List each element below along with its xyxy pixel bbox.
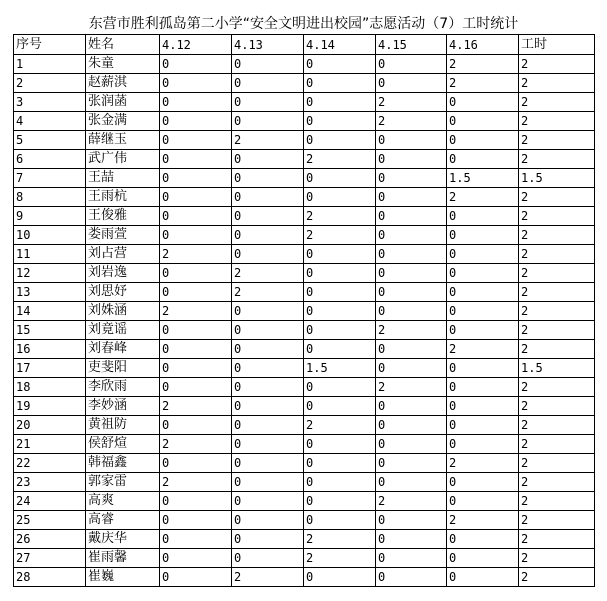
- cell-4-14: 2: [304, 150, 376, 169]
- cell-4-14: 0: [304, 340, 376, 359]
- cell-4-13: 0: [232, 207, 304, 226]
- table-row: [14, 74, 595, 93]
- cell-4-12: 0: [160, 226, 232, 245]
- table-row: [14, 511, 595, 530]
- cell-name: 赵薪淇: [86, 74, 160, 93]
- cell-4-14: 2: [304, 226, 376, 245]
- table-row: [14, 530, 595, 549]
- cell-4-13: 0: [232, 188, 304, 207]
- cell-name: 刘姝涵: [86, 302, 160, 321]
- cell-4-14: 0: [304, 511, 376, 530]
- cell-total-hours: 2: [519, 188, 595, 207]
- cell-4-14: 0: [304, 93, 376, 112]
- cell-4-14: 2: [304, 416, 376, 435]
- cell-index: 20: [14, 416, 86, 435]
- cell-4-15: 0: [376, 131, 447, 150]
- header-date-4-16: 4.16: [447, 35, 519, 55]
- table-row: [14, 131, 595, 150]
- cell-name: 张润菡: [86, 93, 160, 112]
- cell-total-hours: 2: [519, 74, 595, 93]
- cell-total-hours: 2: [519, 473, 595, 492]
- cell-index: 24: [14, 492, 86, 511]
- cell-total-hours: 2: [519, 302, 595, 321]
- cell-4-16: 2: [447, 511, 519, 530]
- cell-total-hours: 2: [519, 568, 595, 587]
- cell-4-12: 0: [160, 340, 232, 359]
- sheet-title: 东营市胜利孤岛第二小学“安全文明进出校园”志愿活动（7）工时统计: [88, 16, 519, 32]
- cell-4-13: 0: [232, 150, 304, 169]
- table-row: [14, 397, 595, 416]
- cell-4-13: 0: [232, 435, 304, 454]
- cell-4-16: 0: [447, 397, 519, 416]
- table-row: [14, 188, 595, 207]
- cell-4-13: 0: [232, 454, 304, 473]
- cell-total-hours: 1.5: [519, 169, 595, 188]
- cell-4-14: 0: [304, 473, 376, 492]
- cell-name: 崔雨馨: [86, 549, 160, 568]
- cell-4-12: 0: [160, 511, 232, 530]
- cell-4-14: 0: [304, 302, 376, 321]
- cell-4-15: 0: [376, 454, 447, 473]
- cell-4-12: 2: [160, 435, 232, 454]
- cell-4-12: 2: [160, 397, 232, 416]
- cell-index: 27: [14, 549, 86, 568]
- header-date-4-12: 4.12: [160, 35, 232, 55]
- cell-4-16: 0: [447, 530, 519, 549]
- cell-4-14: 0: [304, 378, 376, 397]
- cell-4-16: 0: [447, 359, 519, 378]
- table-row: [14, 169, 595, 188]
- cell-4-12: 0: [160, 74, 232, 93]
- cell-4-14: 0: [304, 397, 376, 416]
- cell-4-12: 0: [160, 283, 232, 302]
- cell-4-14: 0: [304, 55, 376, 74]
- table-row: [14, 416, 595, 435]
- cell-name: 张金满: [86, 112, 160, 131]
- cell-4-14: 0: [304, 188, 376, 207]
- cell-name: 武广伟: [86, 150, 160, 169]
- cell-4-15: 0: [376, 74, 447, 93]
- table-row: [14, 207, 595, 226]
- cell-4-12: 2: [160, 302, 232, 321]
- cell-4-15: 0: [376, 55, 447, 74]
- cell-total-hours: 2: [519, 454, 595, 473]
- cell-4-14: 2: [304, 207, 376, 226]
- cell-4-14: 0: [304, 435, 376, 454]
- cell-4-12: 0: [160, 207, 232, 226]
- cell-4-16: 0: [447, 283, 519, 302]
- cell-4-15: 0: [376, 397, 447, 416]
- cell-name: 薛继玉: [86, 131, 160, 150]
- cell-index: 15: [14, 321, 86, 340]
- cell-4-13: 0: [232, 112, 304, 131]
- cell-4-14: 0: [304, 492, 376, 511]
- cell-total-hours: 2: [519, 283, 595, 302]
- cell-name: 王喆: [86, 169, 160, 188]
- table-row: [14, 112, 595, 131]
- cell-4-15: 0: [376, 530, 447, 549]
- cell-total-hours: 2: [519, 549, 595, 568]
- cell-4-14: 0: [304, 454, 376, 473]
- cell-4-16: 0: [447, 93, 519, 112]
- cell-4-15: 2: [376, 378, 447, 397]
- cell-4-15: 0: [376, 511, 447, 530]
- table-row: [14, 492, 595, 511]
- cell-index: 16: [14, 340, 86, 359]
- cell-index: 14: [14, 302, 86, 321]
- cell-4-16: 0: [447, 473, 519, 492]
- cell-total-hours: 2: [519, 112, 595, 131]
- cell-4-13: 2: [232, 283, 304, 302]
- cell-4-13: 0: [232, 226, 304, 245]
- table-row: [14, 549, 595, 568]
- cell-4-13: 2: [232, 264, 304, 283]
- cell-4-15: 0: [376, 416, 447, 435]
- table-row: [14, 378, 595, 397]
- header-total-hours: 工时: [519, 35, 595, 55]
- cell-name: 郭家雷: [86, 473, 160, 492]
- cell-4-14: 0: [304, 264, 376, 283]
- cell-total-hours: 2: [519, 245, 595, 264]
- cell-total-hours: 2: [519, 530, 595, 549]
- cell-total-hours: 2: [519, 340, 595, 359]
- cell-4-16: 0: [447, 112, 519, 131]
- cell-4-13: 0: [232, 530, 304, 549]
- table-row: [14, 245, 595, 264]
- cell-total-hours: 2: [519, 150, 595, 169]
- cell-4-12: 0: [160, 454, 232, 473]
- cell-4-16: 0: [447, 549, 519, 568]
- cell-4-12: 0: [160, 530, 232, 549]
- table-row: [14, 93, 595, 112]
- cell-4-13: 0: [232, 321, 304, 340]
- table-row: [14, 454, 595, 473]
- cell-4-14: 0: [304, 568, 376, 587]
- cell-total-hours: 2: [519, 321, 595, 340]
- cell-4-16: 0: [447, 131, 519, 150]
- cell-index: 6: [14, 150, 86, 169]
- cell-4-13: 0: [232, 378, 304, 397]
- table-row: [14, 264, 595, 283]
- cell-name: 侯舒煊: [86, 435, 160, 454]
- cell-4-13: 0: [232, 492, 304, 511]
- cell-total-hours: 2: [519, 492, 595, 511]
- cell-4-12: 2: [160, 245, 232, 264]
- cell-total-hours: 2: [519, 435, 595, 454]
- cell-4-12: 0: [160, 188, 232, 207]
- cell-4-13: 0: [232, 511, 304, 530]
- cell-4-16: 2: [447, 74, 519, 93]
- table-row: [14, 150, 595, 169]
- cell-4-14: 0: [304, 321, 376, 340]
- cell-4-16: 0: [447, 416, 519, 435]
- cell-4-16: 1.5: [447, 169, 519, 188]
- cell-4-12: 2: [160, 473, 232, 492]
- cell-4-15: 2: [376, 321, 447, 340]
- cell-4-14: 2: [304, 549, 376, 568]
- cell-4-16: 2: [447, 340, 519, 359]
- cell-index: 1: [14, 55, 86, 74]
- cell-4-16: 2: [447, 454, 519, 473]
- header-date-4-14: 4.14: [304, 35, 376, 55]
- cell-name: 刘思妤: [86, 283, 160, 302]
- cell-4-15: 2: [376, 93, 447, 112]
- table-row: [14, 283, 595, 302]
- cell-4-13: 0: [232, 340, 304, 359]
- cell-index: 3: [14, 93, 86, 112]
- cell-name: 李欣雨: [86, 378, 160, 397]
- cell-index: 7: [14, 169, 86, 188]
- cell-total-hours: 1.5: [519, 359, 595, 378]
- cell-4-13: 2: [232, 568, 304, 587]
- cell-4-15: 0: [376, 169, 447, 188]
- cell-4-15: 0: [376, 549, 447, 568]
- cell-index: 10: [14, 226, 86, 245]
- cell-index: 8: [14, 188, 86, 207]
- cell-name: 刘占营: [86, 245, 160, 264]
- cell-4-12: 0: [160, 150, 232, 169]
- cell-4-12: 0: [160, 359, 232, 378]
- table-row: [14, 473, 595, 492]
- cell-4-12: 0: [160, 549, 232, 568]
- cell-4-12: 0: [160, 492, 232, 511]
- table-row: [14, 340, 595, 359]
- cell-4-15: 0: [376, 340, 447, 359]
- cell-total-hours: 2: [519, 226, 595, 245]
- cell-4-12: 0: [160, 378, 232, 397]
- cell-4-16: 0: [447, 492, 519, 511]
- cell-4-16: 0: [447, 207, 519, 226]
- cell-4-12: 0: [160, 264, 232, 283]
- table-row: [14, 226, 595, 245]
- cell-4-15: 0: [376, 359, 447, 378]
- cell-index: 9: [14, 207, 86, 226]
- cell-name: 刘岩逸: [86, 264, 160, 283]
- cell-4-16: 0: [447, 321, 519, 340]
- cell-4-15: 2: [376, 492, 447, 511]
- cell-4-14: 0: [304, 283, 376, 302]
- cell-index: 13: [14, 283, 86, 302]
- cell-index: 11: [14, 245, 86, 264]
- cell-4-12: 0: [160, 112, 232, 131]
- cell-4-13: 0: [232, 473, 304, 492]
- cell-name: 高睿: [86, 511, 160, 530]
- cell-index: 4: [14, 112, 86, 131]
- cell-name: 崔巍: [86, 568, 160, 587]
- cell-name: 王俊雅: [86, 207, 160, 226]
- cell-name: 黄祖防: [86, 416, 160, 435]
- cell-index: 12: [14, 264, 86, 283]
- cell-4-14: 0: [304, 74, 376, 93]
- table-row: [14, 359, 595, 378]
- cell-index: 19: [14, 397, 86, 416]
- cell-4-13: 0: [232, 74, 304, 93]
- cell-4-13: 0: [232, 169, 304, 188]
- cell-name: 朱童: [86, 55, 160, 74]
- cell-4-15: 0: [376, 226, 447, 245]
- cell-name: 刘竟谣: [86, 321, 160, 340]
- cell-total-hours: 2: [519, 93, 595, 112]
- cell-4-14: 2: [304, 530, 376, 549]
- cell-4-15: 0: [376, 264, 447, 283]
- cell-4-14: 1.5: [304, 359, 376, 378]
- cell-4-13: 0: [232, 549, 304, 568]
- cell-index: 26: [14, 530, 86, 549]
- cell-4-13: 0: [232, 416, 304, 435]
- cell-4-16: 2: [447, 55, 519, 74]
- cell-4-15: 0: [376, 435, 447, 454]
- cell-total-hours: 2: [519, 397, 595, 416]
- table-row: [14, 55, 595, 74]
- cell-index: 18: [14, 378, 86, 397]
- cell-4-15: 0: [376, 302, 447, 321]
- header-date-4-13: 4.13: [232, 35, 304, 55]
- cell-4-16: 2: [447, 188, 519, 207]
- cell-4-13: 0: [232, 55, 304, 74]
- header-row: [14, 35, 595, 55]
- header-index: 序号: [14, 35, 86, 55]
- cell-4-12: 0: [160, 55, 232, 74]
- cell-4-15: 0: [376, 283, 447, 302]
- cell-name: 韩福鑫: [86, 454, 160, 473]
- cell-name: 娄雨萱: [86, 226, 160, 245]
- cell-4-15: 0: [376, 150, 447, 169]
- cell-index: 5: [14, 131, 86, 150]
- cell-name: 李妙涵: [86, 397, 160, 416]
- cell-total-hours: 2: [519, 55, 595, 74]
- cell-total-hours: 2: [519, 131, 595, 150]
- cell-4-15: 0: [376, 568, 447, 587]
- table-row: [14, 302, 595, 321]
- cell-index: 17: [14, 359, 86, 378]
- cell-4-15: 2: [376, 112, 447, 131]
- cell-4-13: 0: [232, 93, 304, 112]
- cell-index: 25: [14, 511, 86, 530]
- cell-4-12: 0: [160, 568, 232, 587]
- cell-4-12: 0: [160, 169, 232, 188]
- cell-4-13: 0: [232, 302, 304, 321]
- cell-4-13: 0: [232, 397, 304, 416]
- cell-name: 吏斐阳: [86, 359, 160, 378]
- cell-4-14: 0: [304, 245, 376, 264]
- cell-4-16: 0: [447, 378, 519, 397]
- cell-name: 戴庆华: [86, 530, 160, 549]
- cell-4-15: 0: [376, 245, 447, 264]
- cell-total-hours: 2: [519, 511, 595, 530]
- cell-total-hours: 2: [519, 207, 595, 226]
- cell-4-14: 0: [304, 112, 376, 131]
- cell-4-13: 2: [232, 131, 304, 150]
- cell-name: 刘春峰: [86, 340, 160, 359]
- table-row: [14, 321, 595, 340]
- spreadsheet: [13, 14, 594, 587]
- cell-4-12: 0: [160, 416, 232, 435]
- table-row: [14, 435, 595, 454]
- cell-4-15: 0: [376, 207, 447, 226]
- cell-index: 21: [14, 435, 86, 454]
- cell-index: 28: [14, 568, 86, 587]
- cell-total-hours: 2: [519, 264, 595, 283]
- header-name: 姓名: [86, 35, 160, 55]
- table-row: [14, 568, 595, 587]
- cell-name: 高爽: [86, 492, 160, 511]
- cell-4-14: 0: [304, 131, 376, 150]
- cell-name: 王雨杭: [86, 188, 160, 207]
- cell-4-16: 0: [447, 245, 519, 264]
- cell-4-13: 0: [232, 359, 304, 378]
- cell-total-hours: 2: [519, 416, 595, 435]
- cell-4-13: 0: [232, 245, 304, 264]
- cell-4-15: 0: [376, 473, 447, 492]
- cell-4-12: 0: [160, 321, 232, 340]
- hours-table: [13, 34, 595, 587]
- cell-4-16: 0: [447, 302, 519, 321]
- cell-total-hours: 2: [519, 378, 595, 397]
- cell-index: 23: [14, 473, 86, 492]
- cell-4-15: 0: [376, 188, 447, 207]
- cell-index: 22: [14, 454, 86, 473]
- cell-4-16: 0: [447, 226, 519, 245]
- cell-4-16: 0: [447, 568, 519, 587]
- cell-4-12: 0: [160, 93, 232, 112]
- cell-4-16: 0: [447, 435, 519, 454]
- cell-index: 2: [14, 74, 86, 93]
- header-date-4-15: 4.15: [376, 35, 447, 55]
- cell-4-16: 0: [447, 150, 519, 169]
- cell-4-16: 0: [447, 264, 519, 283]
- cell-4-12: 0: [160, 131, 232, 150]
- cell-4-14: 0: [304, 169, 376, 188]
